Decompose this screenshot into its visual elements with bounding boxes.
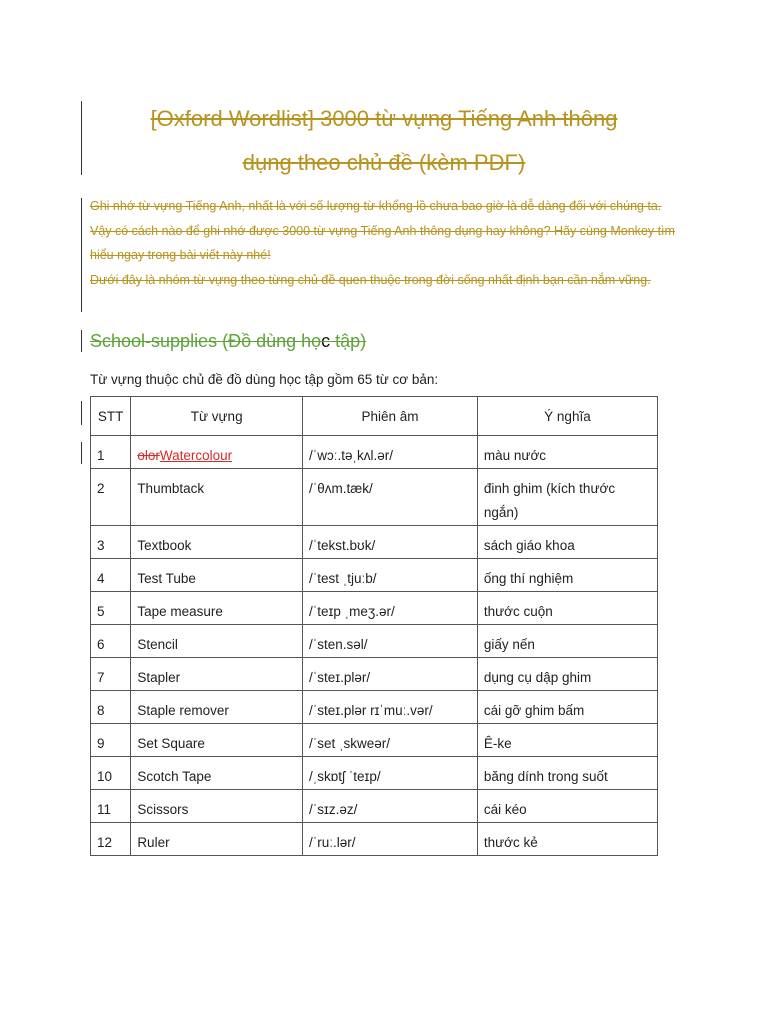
section-heading-inserted: c	[321, 331, 331, 351]
cell-meaning: thước cuộn	[477, 592, 657, 625]
table-header-row	[91, 397, 658, 436]
table-row	[91, 658, 658, 691]
cell-ipa: /ˈtest ˌtjuːb/	[303, 559, 478, 592]
cell-ipa: /ˈset ˌskweər/	[303, 724, 478, 757]
cell-word: Tape measure	[131, 592, 303, 625]
cell-stt: 9	[91, 724, 131, 757]
change-bar	[81, 442, 82, 464]
cell-meaning: màu nước	[477, 436, 657, 469]
change-bar	[81, 401, 82, 425]
title-line-2: dụng theo chủ đề (kèm PDF)	[242, 150, 526, 175]
cell-ipa: /ˈθʌm.tæk/	[303, 469, 478, 526]
cell-ipa: /ˈsɪz.əz/	[303, 790, 478, 823]
intro-paragraph-2: Dưới đây là nhóm từ vựng theo từng chủ đề quen thuộc trong đời sống nhất định bạn cần nắm vững.	[90, 272, 651, 287]
table-row	[91, 724, 658, 757]
cell-stt: 12	[91, 823, 131, 856]
cell-stt: 4	[91, 559, 131, 592]
cell-meaning: đinh ghim (kích thước ngắn)	[477, 469, 657, 526]
cell-stt: 1	[91, 436, 131, 469]
change-bar	[81, 101, 82, 175]
header-word	[131, 397, 303, 436]
change-bar	[81, 198, 82, 312]
cell-ipa: /ˈtekst.bʊk/	[303, 526, 478, 559]
intro-paragraphs	[90, 194, 680, 292]
section-heading-before: School-supplies (Đồ dùng họ	[90, 331, 322, 351]
cell-stt: 7	[91, 658, 131, 691]
cell-meaning: ống thí nghiệm	[477, 559, 657, 592]
cell-stt: 11	[91, 790, 131, 823]
table-row	[91, 757, 658, 790]
cell-word	[131, 436, 303, 469]
table-row	[91, 691, 658, 724]
table-row	[91, 592, 658, 625]
cell-word: Thumbtack	[131, 469, 303, 526]
header-meaning: Ý nghĩa	[477, 397, 657, 436]
cell-meaning: sách giáo khoa	[477, 526, 657, 559]
cell-meaning: thước kẻ	[477, 823, 657, 856]
cell-stt: 5	[91, 592, 131, 625]
table-row	[91, 625, 658, 658]
cell-meaning: băng dính trong suốt	[477, 757, 657, 790]
cell-word: Stapler	[131, 658, 303, 691]
cell-stt: 3	[91, 526, 131, 559]
cell-ipa: /ˈruː.lər/	[303, 823, 478, 856]
inserted-word: Watercolour	[159, 448, 233, 463]
cell-stt: 8	[91, 691, 131, 724]
cell-word: Stencil	[131, 625, 303, 658]
section-heading-after: tập)	[330, 331, 367, 351]
cell-meaning: dụng cụ dập ghim	[477, 658, 657, 691]
cell-stt: 10	[91, 757, 131, 790]
change-bar	[81, 330, 82, 352]
cell-ipa: /ˈteɪp ˌmeʒ.ər/	[303, 592, 478, 625]
cell-ipa: /ˈsteɪ.plər/	[303, 658, 478, 691]
cell-word: Test Tube	[131, 559, 303, 592]
cell-meaning: cái kéo	[477, 790, 657, 823]
header-stt: STT	[91, 397, 131, 436]
intro-paragraph-1: Ghi nhớ từ vựng Tiếng Anh, nhất là với số lượng từ khổng lồ chưa bao giờ là dễ dàng đối với chúng ta. Vậy có cách nào để ghi nhớ được 3000 từ vựng Tiếng Anh thông dụng hay không? Hãy cùng Monkey tìm hiểu ngay trong bài viết này nhé!	[90, 199, 675, 262]
cell-ipa: /ˈwɔː.təˌkʌl.ər/	[303, 436, 478, 469]
cell-word: Textbook	[131, 526, 303, 559]
page-title	[96, 97, 672, 185]
cell-meaning: cái gỡ ghim bấm	[477, 691, 657, 724]
section-heading	[90, 327, 366, 355]
deleted-word-fragment: olor	[137, 448, 160, 463]
cell-word: Scotch Tape	[131, 757, 303, 790]
section-lead-text: Từ vựng thuộc chủ đề đồ dùng học tập gồm 65 từ cơ bản:	[90, 372, 439, 387]
header-word-tail: g	[235, 408, 243, 424]
cell-stt: 6	[91, 625, 131, 658]
vocabulary-table	[90, 396, 658, 856]
cell-meaning: Ê-ke	[477, 724, 657, 757]
cell-stt: 2	[91, 469, 131, 526]
cell-ipa: /ˈsten.səl/	[303, 625, 478, 658]
cell-word: Scissors	[131, 790, 303, 823]
header-word-main: Từ vựn	[190, 408, 236, 424]
table-row	[91, 823, 658, 856]
title-line-1: [Oxford Wordlist] 3000 từ vựng Tiếng Anh thông	[150, 106, 618, 131]
cell-ipa: /ˌskɒtʃ ˈteɪp/	[303, 757, 478, 790]
table-row	[91, 526, 658, 559]
cell-word: Set Square	[131, 724, 303, 757]
cell-ipa: /ˈsteɪ.plər rɪˈmuː.vər/	[303, 691, 478, 724]
cell-meaning: giấy nến	[477, 625, 657, 658]
table-row	[91, 436, 658, 469]
table-row	[91, 469, 658, 526]
cell-word: Staple remover	[131, 691, 303, 724]
table-row	[91, 790, 658, 823]
cell-word: Ruler	[131, 823, 303, 856]
header-ipa: Phiên âm	[303, 397, 478, 436]
table-row	[91, 559, 658, 592]
